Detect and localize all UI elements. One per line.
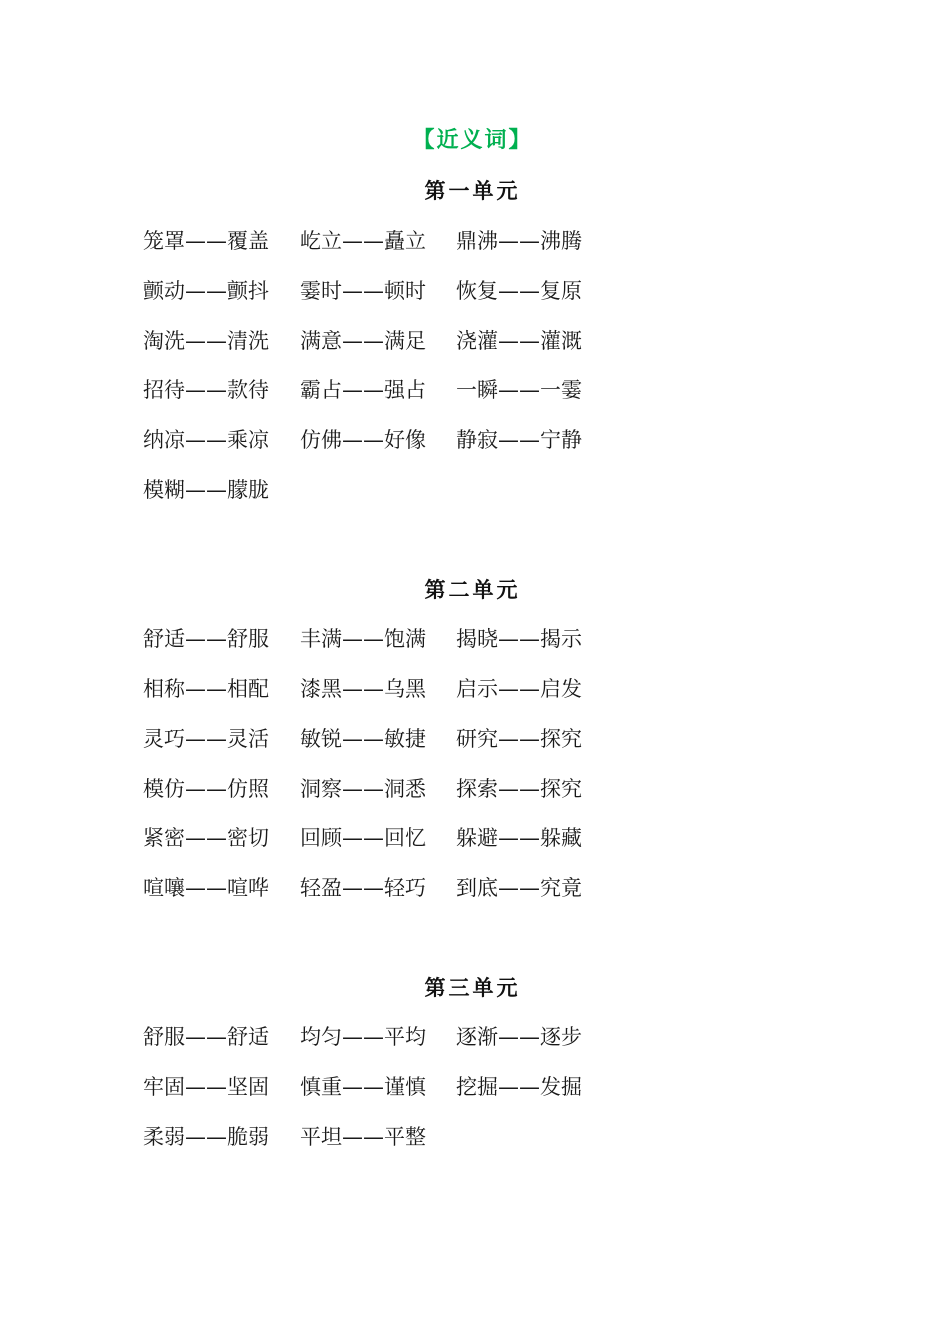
synonym-pair: 到底——究竟	[456, 876, 582, 900]
synonym-pair: 恢复——复原	[456, 279, 582, 303]
synonym-pair: 柔弱——脆弱	[143, 1125, 269, 1149]
page-title: 【近义词】	[412, 128, 533, 153]
synonym-pair: 模仿——仿照	[143, 777, 269, 801]
synonym-pair: 霎时——顿时	[300, 279, 426, 303]
synonym-pair: 颤动——颤抖	[143, 279, 269, 303]
unit-heading: 第一单元	[424, 179, 521, 203]
synonym-pair: 轻盈——轻巧	[300, 876, 426, 900]
synonym-pair: 满意——满足	[300, 329, 426, 353]
synonym-pair: 躲避——躲藏	[456, 826, 582, 850]
synonym-pair: 牢固——坚固	[143, 1075, 269, 1099]
synonym-pair: 纳凉——乘凉	[143, 428, 269, 452]
synonym-pair: 慎重——谨慎	[300, 1075, 426, 1099]
synonym-pair: 灵巧——灵活	[143, 727, 269, 751]
unit-heading: 第三单元	[424, 976, 521, 1000]
synonym-pair: 研究——探究	[456, 727, 582, 751]
synonym-pair: 鼎沸——沸腾	[456, 229, 582, 253]
synonym-pair: 敏锐——敏捷	[300, 727, 426, 751]
synonym-pair: 探索——探究	[456, 777, 582, 801]
synonym-pair: 霸占——强占	[300, 378, 426, 402]
synonym-pair: 揭晓——揭示	[456, 627, 582, 651]
synonym-pair: 仿佛——好像	[300, 428, 426, 452]
synonym-pair: 模糊——朦胧	[143, 478, 269, 502]
synonym-pair: 洞察——洞悉	[300, 777, 426, 801]
synonym-pair: 挖掘——发掘	[456, 1075, 582, 1099]
synonym-pair: 均匀——平均	[300, 1025, 426, 1049]
synonym-pair: 相称——相配	[143, 677, 269, 701]
synonym-pair: 回顾——回忆	[300, 826, 426, 850]
synonym-pair: 笼罩——覆盖	[143, 229, 269, 253]
synonym-pair: 逐渐——逐步	[456, 1025, 582, 1049]
synonym-pair: 浇灌——灌溉	[456, 329, 582, 353]
synonym-pair: 启示——启发	[456, 677, 582, 701]
synonym-pair: 丰满——饱满	[300, 627, 426, 651]
synonym-pair: 一瞬——一霎	[456, 378, 582, 402]
synonym-pair: 舒服——舒适	[143, 1025, 269, 1049]
synonym-pair: 紧密——密切	[143, 826, 269, 850]
synonym-pair: 静寂——宁静	[456, 428, 582, 452]
synonym-pair: 漆黑——乌黑	[300, 677, 426, 701]
synonym-pair: 喧嚷——喧哗	[143, 876, 269, 900]
synonym-pair: 舒适——舒服	[143, 627, 269, 651]
unit-heading: 第二单元	[424, 578, 521, 602]
synonym-pair: 屹立——矗立	[300, 229, 426, 253]
synonym-pair: 平坦——平整	[300, 1125, 426, 1149]
synonym-pair: 淘洗——清洗	[143, 329, 269, 353]
synonym-pair: 招待——款待	[143, 378, 269, 402]
